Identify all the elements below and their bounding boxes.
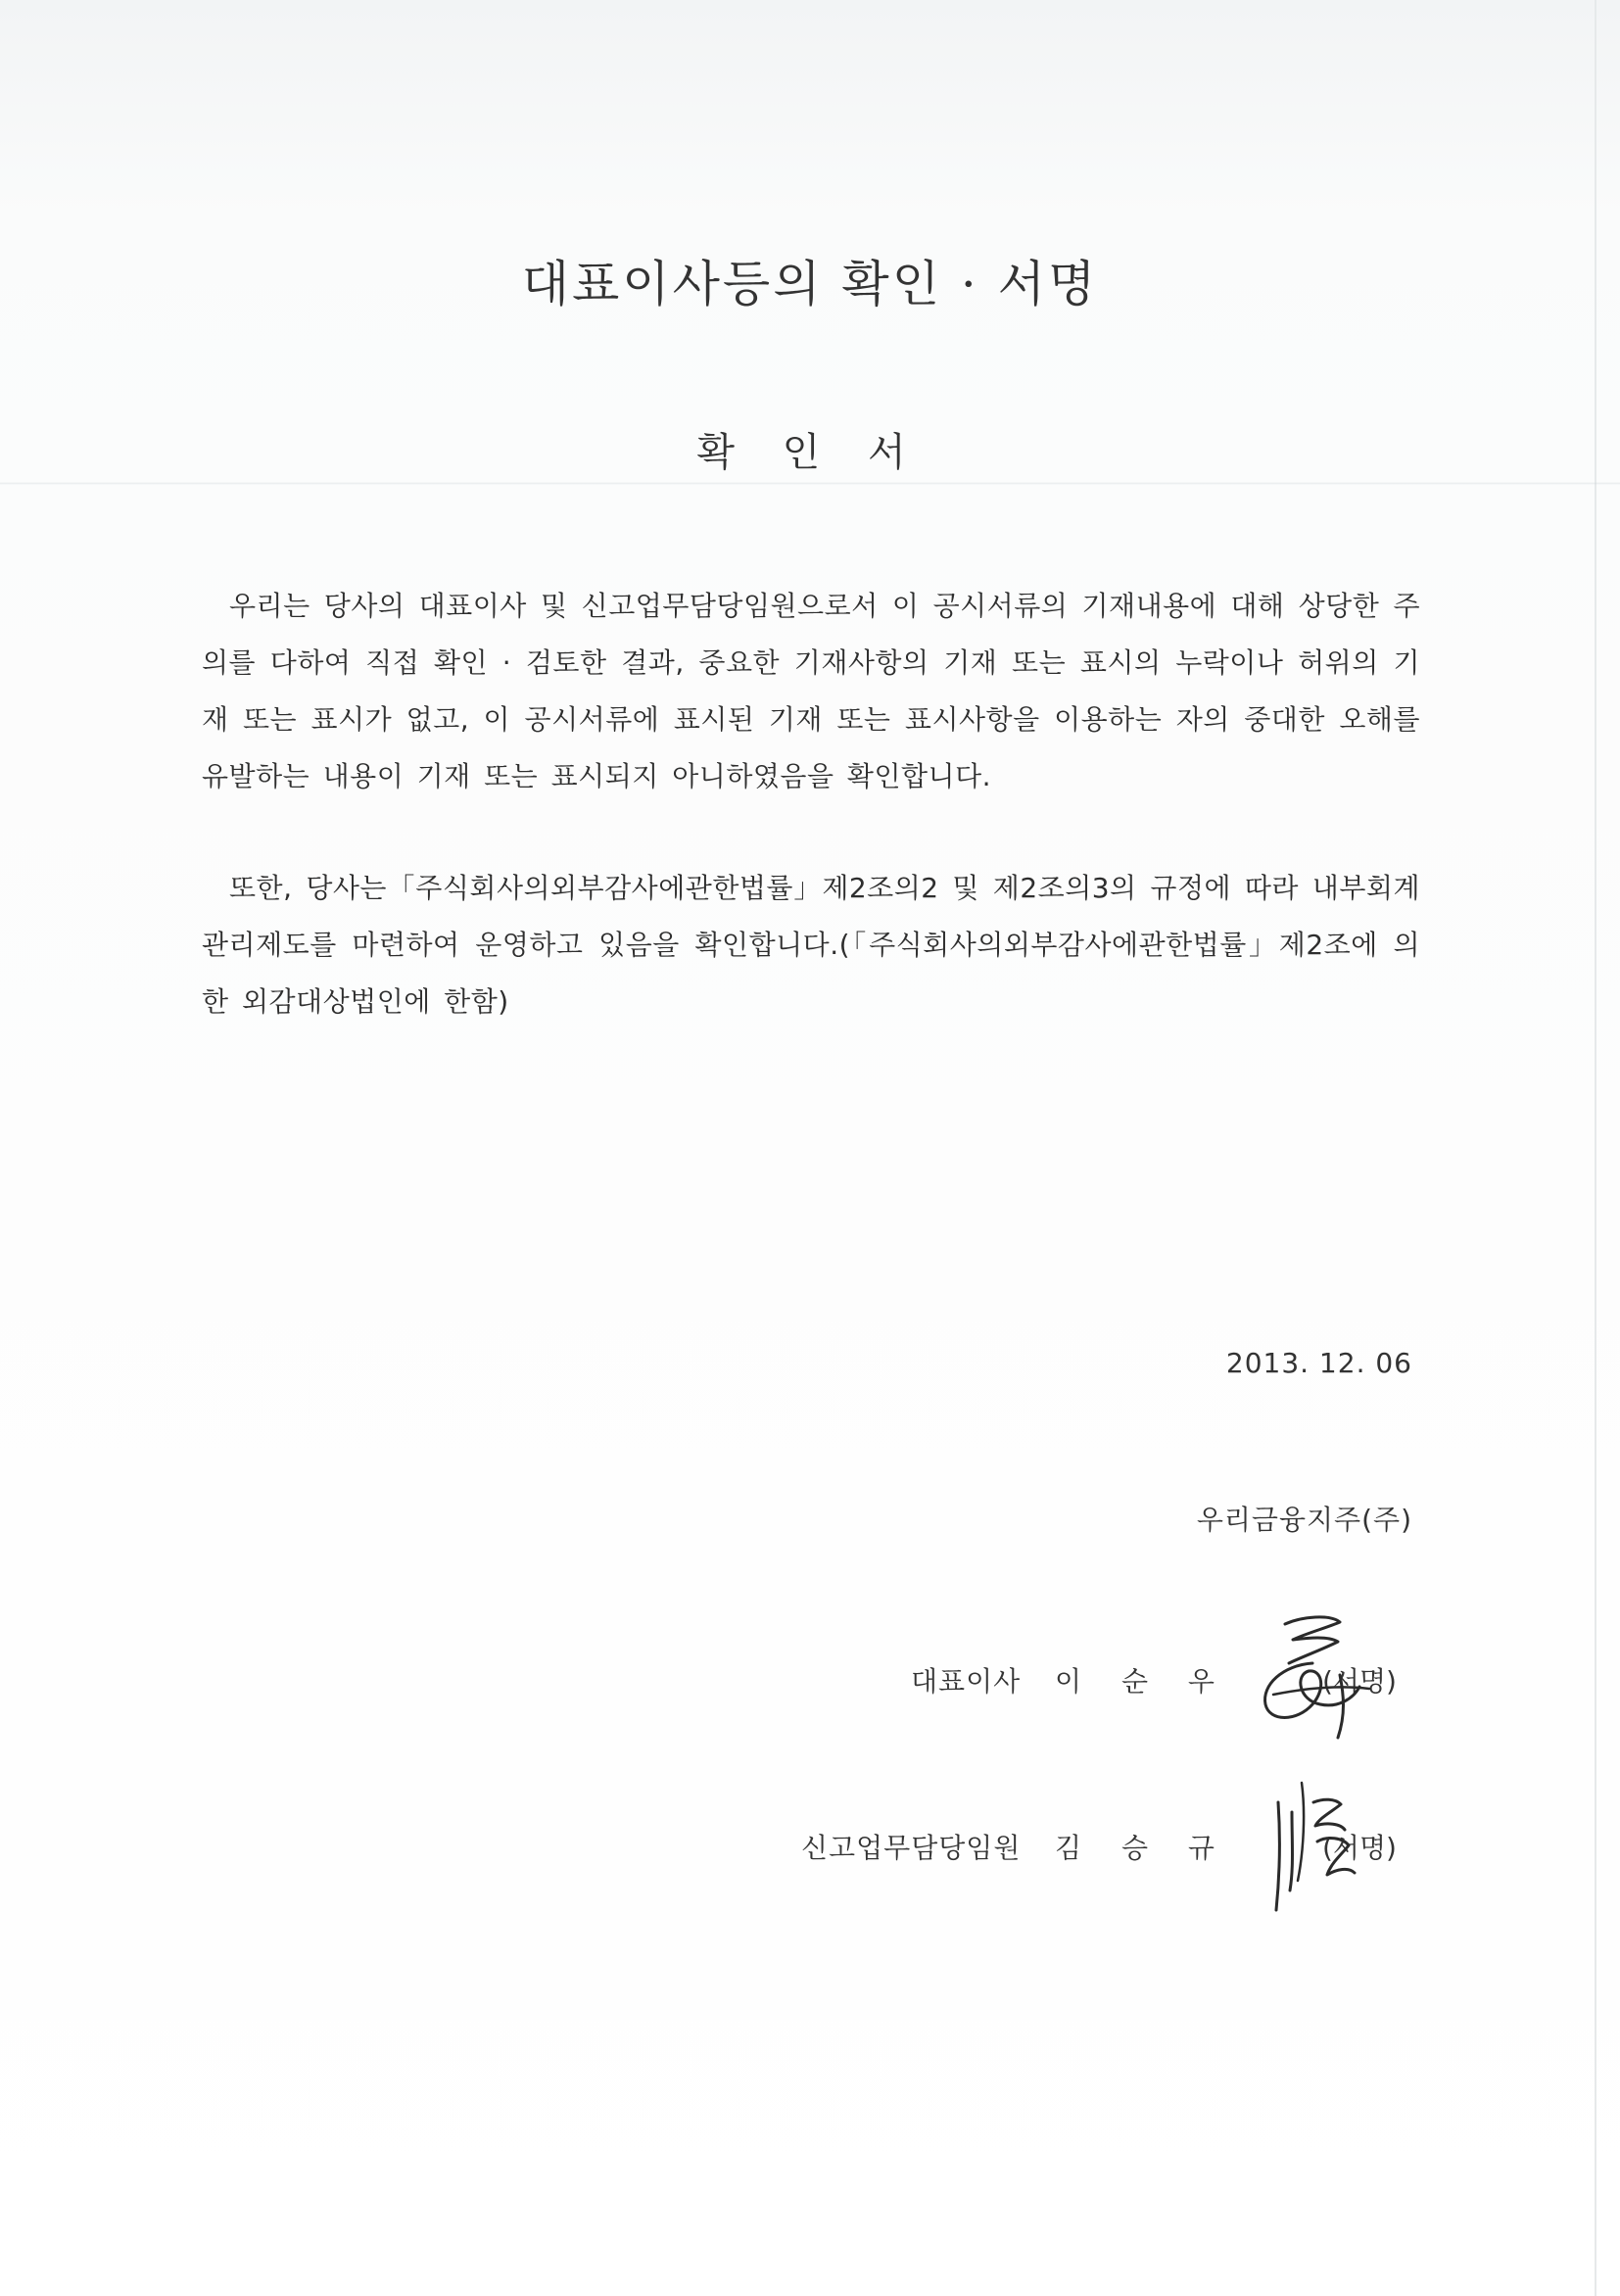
- signatory-name: 김 승 규: [1055, 1832, 1230, 1864]
- signatory-role: 대표이사: [911, 1665, 1022, 1698]
- handwritten-signature-ceo: [1244, 1606, 1381, 1753]
- confirmation-paragraph: 우리는 당사의 대표이사 및 신고업무담당임원으로서 이 공시서류의 기재내용에 대해 상당한 주의를 다하여 직접 확인 · 검토한 결과, 중요한 기재사항의 기재 또는 표시의 누락이나 허위의 기재 또는 표시가 없고, 이 공시서류에 표시된 기재 또는 표시사항을 이용하는 자의 중대한 오해를 유발하는 내용이 기재 또는 표시되지 아니하였음을 확인합니다.: [202, 590, 1420, 792]
- signatory-role: 신고업무담당임원: [801, 1832, 1022, 1864]
- signatory-name: 이 순 우: [1055, 1665, 1230, 1698]
- page-edge: [1595, 0, 1596, 2296]
- internal-control-paragraph: 또한, 당사는「주식회사의외부감사에관한법률」제2조의2 및 제2조의3의 규정에 따라 내부회계관리제도를 마련하여 운영하고 있음을 확인합니다.(「주식회사의외부감사에관한법률」제2조에 의한 외감대상법인에 한함): [202, 872, 1420, 1018]
- document-subtitle: 확 인 서: [696, 430, 924, 475]
- signature-mark-label: (서명): [1322, 1665, 1397, 1698]
- signature-mark-label: (서명): [1322, 1832, 1397, 1864]
- handwritten-signature-officer: [1259, 1773, 1376, 1920]
- fold-line: [0, 482, 1620, 485]
- company-name: 우리금융지주(주): [1196, 1504, 1412, 1536]
- signatory-row-disclosure-officer: [0, 1827, 1620, 1905]
- document-title: 대표이사등의 확인 · 서명: [521, 256, 1099, 312]
- document-date: 2013. 12. 06: [1225, 1347, 1412, 1379]
